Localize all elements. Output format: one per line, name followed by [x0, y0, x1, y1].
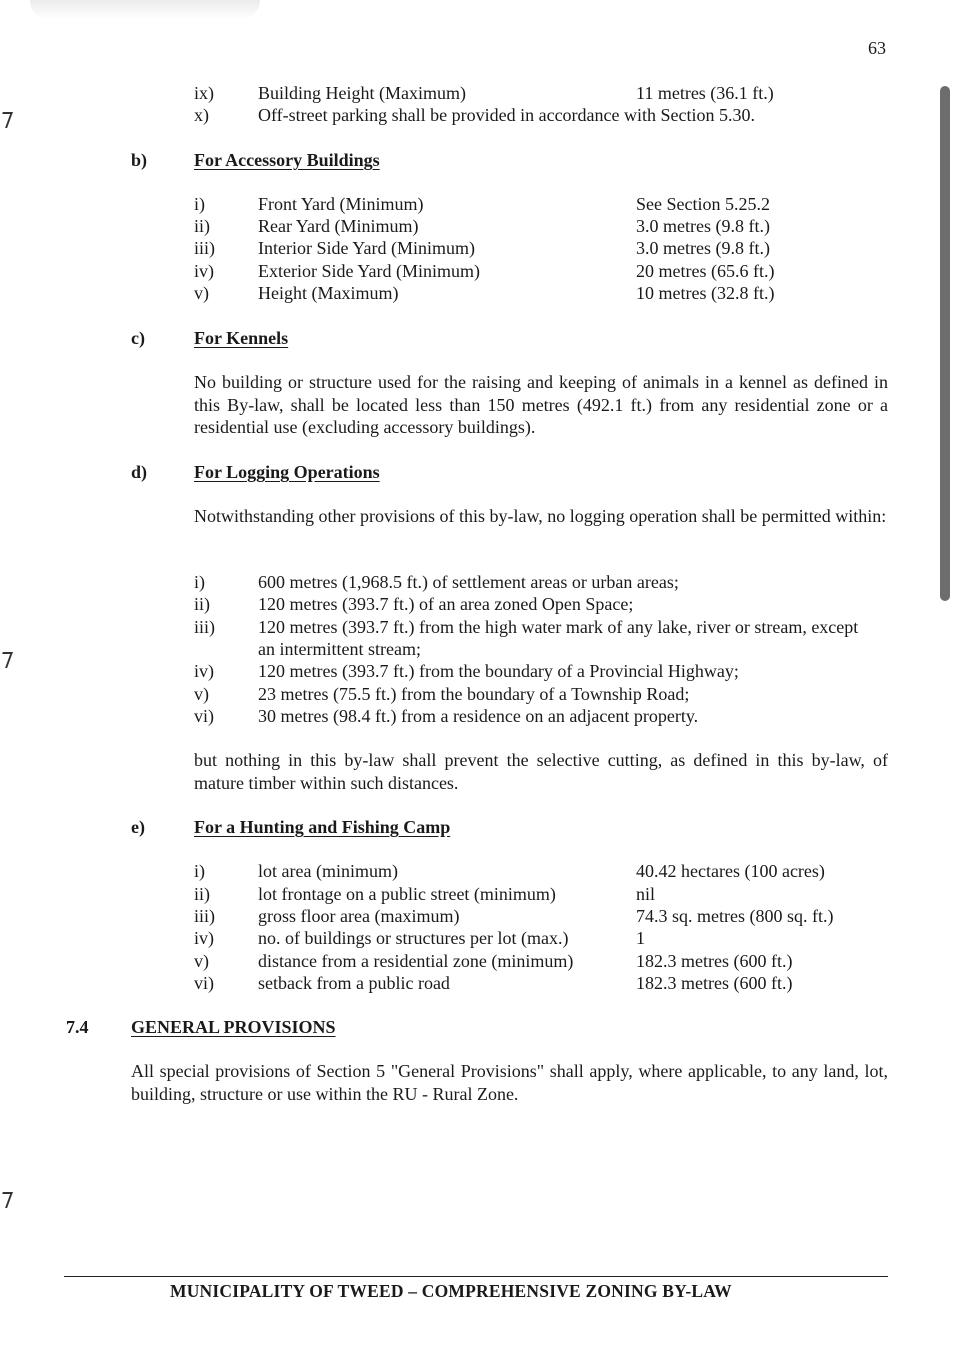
scrollbar[interactable]	[940, 86, 950, 601]
list-text-continuation: an intermittent stream;	[258, 639, 421, 659]
list-text: Interior Side Yard (Minimum)	[258, 238, 475, 258]
list-number: ii)	[194, 594, 210, 614]
list-text: 600 metres (1,968.5 ft.) of settlement areas or urban areas;	[258, 572, 679, 592]
list-value: 182.3 metres (600 ft.)	[636, 951, 793, 971]
section-title: GENERAL PROVISIONS	[131, 1017, 336, 1037]
list-text: Front Yard (Minimum)	[258, 194, 424, 214]
list-number: v)	[194, 283, 209, 303]
list-text: Rear Yard (Minimum)	[258, 216, 419, 236]
list-value: 10 metres (32.8 ft.)	[636, 283, 775, 303]
list-number: ii)	[194, 216, 210, 236]
list-value: 1	[636, 928, 645, 948]
section-d-letter: d)	[131, 462, 148, 482]
list-text: 120 metres (393.7 ft.) from the high water mark of any lake, river or stream, except	[258, 617, 859, 637]
footer-text: MUNICIPALITY OF TWEED – COMPREHENSIVE ZONING BY-LAW	[170, 1281, 732, 1301]
list-value: See Section 5.25.2	[636, 194, 770, 214]
section-d-intro: Notwithstanding other provisions of this by-law, no logging operation shall be permitted within:	[194, 506, 887, 526]
list-text: Building Height (Maximum)	[258, 83, 466, 103]
list-number: i)	[194, 572, 205, 592]
list-value: 11 metres (36.1 ft.)	[636, 83, 774, 103]
list-text: 30 metres (98.4 ft.) from a residence on an adjacent property.	[258, 706, 699, 726]
section-c-letter: c)	[131, 328, 145, 348]
list-number: i)	[194, 194, 205, 214]
section-b-heading: For Accessory Buildings	[194, 150, 380, 170]
list-value: 182.3 metres (600 ft.)	[636, 973, 793, 993]
section-c-paragraph: No building or structure used for the raising and keeping of animals in a kennel as defined in this By-law, shall be located less than 150 metres (492.1 ft.) from any residential zone or a residential use (excluding accessory buildings).	[194, 372, 888, 437]
edge-mark	[0, 652, 13, 668]
list-number: i)	[194, 861, 205, 881]
list-number: iii)	[194, 906, 215, 926]
list-text: distance from a residential zone (minimum)	[258, 951, 574, 971]
list-number: v)	[194, 951, 209, 971]
list-number: x)	[194, 105, 209, 125]
section-e-letter: e)	[131, 817, 145, 837]
list-number: iv)	[194, 261, 214, 281]
list-text: lot frontage on a public street (minimum)	[258, 884, 556, 904]
list-text: no. of buildings or structures per lot (max.)	[258, 928, 569, 948]
edge-mark	[0, 1192, 13, 1208]
list-number: ix)	[194, 83, 214, 103]
list-text: Height (Maximum)	[258, 283, 399, 303]
section-d-closing: but nothing in this by-law shall prevent the selective cutting, as defined in this by-law, of mature timber within such distances.	[194, 750, 888, 793]
list-value: nil	[636, 884, 656, 904]
list-number: iii)	[194, 617, 215, 637]
list-text: 120 metres (393.7 ft.) of an area zoned Open Space;	[258, 594, 634, 614]
list-number: iv)	[194, 661, 214, 681]
section-b-letter: b)	[131, 150, 148, 170]
scan-smudge	[30, 0, 260, 20]
list-number: iv)	[194, 928, 214, 948]
list-number: vi)	[194, 706, 214, 726]
list-value: 3.0 metres (9.8 ft.)	[636, 216, 770, 236]
list-number: v)	[194, 684, 209, 704]
section-d-heading: For Logging Operations	[194, 462, 380, 482]
list-number: ii)	[194, 884, 210, 904]
list-value: 40.42 hectares (100 acres)	[636, 861, 825, 881]
section-c-heading: For Kennels	[194, 328, 289, 348]
page-number: 63	[868, 38, 886, 58]
list-text: Off-street parking shall be provided in accordance with Section 5.30.	[258, 105, 756, 125]
list-text: 23 metres (75.5 ft.) from the boundary of a Township Road;	[258, 684, 690, 704]
list-number: vi)	[194, 973, 214, 993]
list-text: gross floor area (maximum)	[258, 906, 460, 926]
list-number: iii)	[194, 238, 215, 258]
list-value: 3.0 metres (9.8 ft.)	[636, 238, 770, 258]
footer-rule	[64, 1276, 888, 1277]
section-number: 7.4	[66, 1017, 89, 1037]
list-text: lot area (minimum)	[258, 861, 398, 881]
list-text: Exterior Side Yard (Minimum)	[258, 261, 480, 281]
list-value: 20 metres (65.6 ft.)	[636, 261, 775, 281]
section-e-heading: For a Hunting and Fishing Camp	[194, 817, 451, 837]
list-value: 74.3 sq. metres (800 sq. ft.)	[636, 906, 834, 926]
list-text: 120 metres (393.7 ft.) from the boundary of a Provincial Highway;	[258, 661, 739, 681]
section-paragraph: All special provisions of Section 5 "General Provisions" shall apply, where applicable, to any land, lot, building, structure or use within the RU - Rural Zone.	[131, 1061, 888, 1104]
list-text: setback from a public road	[258, 973, 450, 993]
edge-mark	[0, 112, 13, 128]
